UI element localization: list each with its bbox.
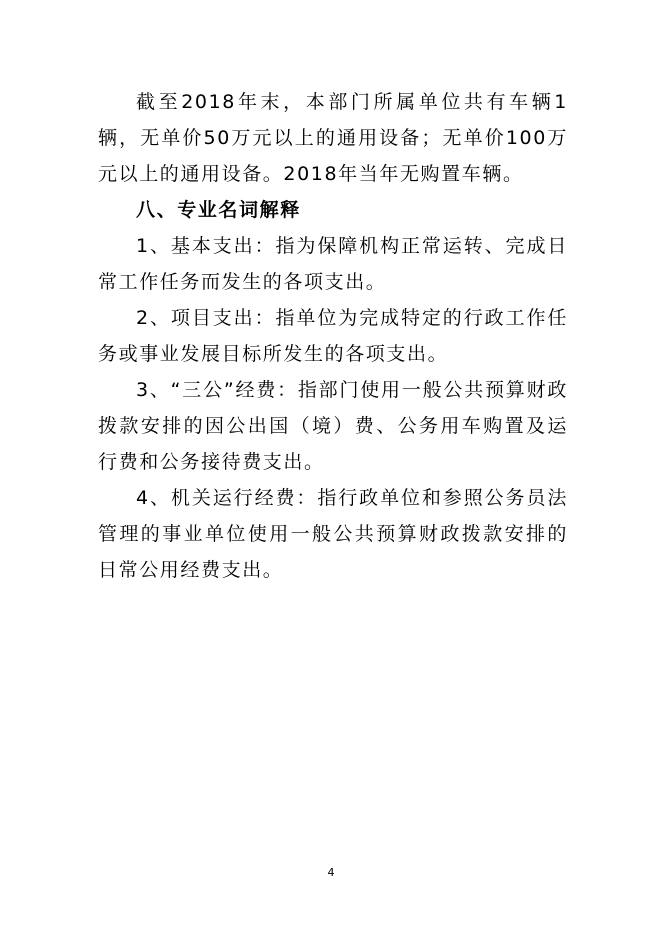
- paragraph-operating-expenses: 4、机关运行经费：指行政单位和参照公务员法管理的事业单位使用一般公共预算财政拨款安排的日常公用经费支出。: [98, 487, 568, 581]
- page-number: 4: [327, 866, 335, 879]
- paragraph-project-expenditure: 2、项目支出：指单位为完成特定的行政工作任务或事业发展目标所发生的各项支出。: [98, 307, 568, 365]
- paragraph-basic-expenditure: 1、基本支出：指为保障机构正常运转、完成日常工作任务而发生的各项支出。: [98, 235, 568, 293]
- section-heading-terminology: 八、专业名词解释: [136, 199, 301, 221]
- paragraph-vehicles-equipment: 截至2018年末，本部门所属单位共有车辆1辆，无单价50万元以上的通用设备；无单价100万元以上的通用设备。2018年当年无购置车辆。: [98, 91, 568, 185]
- paragraph-three-public-expenses: 3、“三公”经费：指部门使用一般公共预算财政拨款安排的因公出国（境）费、公务用车购置及运行费和公务接待费支出。: [98, 379, 568, 473]
